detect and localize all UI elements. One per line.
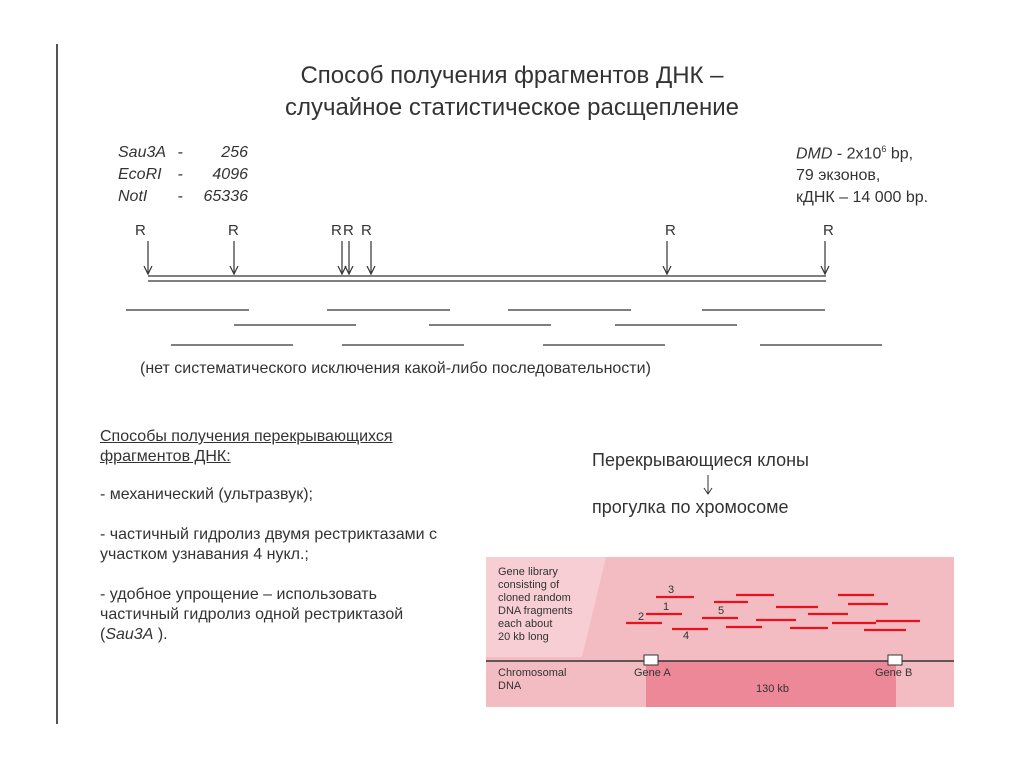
- clone-number: 3: [668, 584, 675, 596]
- enzyme-name: EcoRI: [118, 166, 162, 183]
- dmd-cdna: кДНК – 14 000 bp.: [796, 189, 929, 207]
- down-arrow-icon: [700, 474, 716, 496]
- random-fragments: [126, 310, 882, 345]
- clone-fragments: [626, 595, 920, 630]
- enzyme-name: Sau3A: [105, 626, 154, 643]
- restriction-arrows: [144, 241, 829, 274]
- enzyme-name: Sau3A: [118, 144, 167, 161]
- method-item-line: частичный гидролиз одной рестриктазой: [100, 606, 404, 623]
- paren-close: ).: [153, 626, 168, 643]
- title-line-1: Способ получения фрагментов ДНК –: [300, 62, 724, 89]
- methods-section: [100, 427, 490, 645]
- library-text-line: DNA fragments: [498, 605, 573, 617]
- clone-number: 1: [663, 601, 670, 613]
- restriction-site-label: R: [361, 222, 372, 239]
- restriction-site-label: R: [228, 222, 239, 239]
- enzyme-value: 4096: [212, 166, 248, 183]
- enzyme-dash: -: [173, 144, 183, 161]
- dmd-size-exponent: 6: [881, 144, 887, 154]
- title-line-2: случайное статистическое расщепление: [284, 94, 740, 121]
- restriction-site-label: R: [135, 222, 146, 239]
- gene-library-figure: [486, 557, 954, 707]
- enzyme-dash: -: [173, 166, 183, 183]
- dmd-exons: 79 экзонов,: [796, 167, 881, 185]
- enzyme-name: NotI: [118, 188, 148, 205]
- method-item: - механический (ультразвук);: [100, 486, 313, 503]
- library-text-line: cloned random: [498, 592, 571, 604]
- gene-a-marker: [644, 655, 658, 665]
- gene-b-label: Gene B: [875, 667, 913, 679]
- enzyme-value: 256: [221, 144, 248, 161]
- library-text-line: consisting of: [498, 579, 560, 591]
- paren-open: (: [100, 626, 106, 643]
- enzyme-value: 65336: [203, 188, 248, 205]
- gene-a-label: Gene A: [634, 667, 671, 679]
- restriction-site-label: R: [343, 222, 354, 239]
- clone-number: 4: [683, 630, 690, 642]
- library-text-line: each about: [498, 618, 553, 630]
- digestion-diagram: [0, 0, 1024, 360]
- distance-label: 130 kb: [756, 683, 790, 695]
- method-item-line: - частичный гидролиз двумя рестриктазами с: [100, 526, 437, 543]
- library-text-line: 20 kb long: [498, 631, 549, 643]
- chrom-text-line: DNA: [498, 680, 522, 692]
- dmd-size-suffix: bp,: [886, 145, 914, 163]
- overlapping-clones-label: Перекрывающиеся клоны: [592, 450, 809, 470]
- chromosomal-dna-label: [498, 667, 566, 693]
- method-item-line: [100, 625, 490, 645]
- note-text: (нет систематического исключения какой-либо последовательности): [140, 360, 651, 377]
- restriction-site-label: R: [665, 222, 676, 239]
- library-text-line: Gene library: [498, 566, 558, 578]
- methods-heading-line-2: фрагментов ДНК:: [100, 448, 231, 465]
- dmd-size-prefix: - 2x10: [832, 145, 882, 163]
- chromosome-walk-label: прогулка по хромосоме: [592, 497, 789, 517]
- clone-number: 5: [718, 605, 725, 617]
- method-item-line: участком узнавания 4 нукл.;: [100, 546, 309, 563]
- gene-b-marker: [888, 655, 902, 665]
- methods-heading-line-1: Способы получения перекрывающихся: [100, 428, 393, 445]
- enzyme-dash: -: [173, 188, 183, 205]
- restriction-site-label: R: [331, 222, 342, 239]
- dmd-gene-name: DMD: [796, 145, 833, 163]
- restriction-site-label: R: [823, 222, 834, 239]
- library-description: [498, 566, 573, 644]
- method-item-line: - удобное упрощение – использовать: [100, 586, 377, 603]
- chrom-text-line: Chromosomal: [498, 667, 567, 679]
- clone-number: 2: [638, 611, 645, 623]
